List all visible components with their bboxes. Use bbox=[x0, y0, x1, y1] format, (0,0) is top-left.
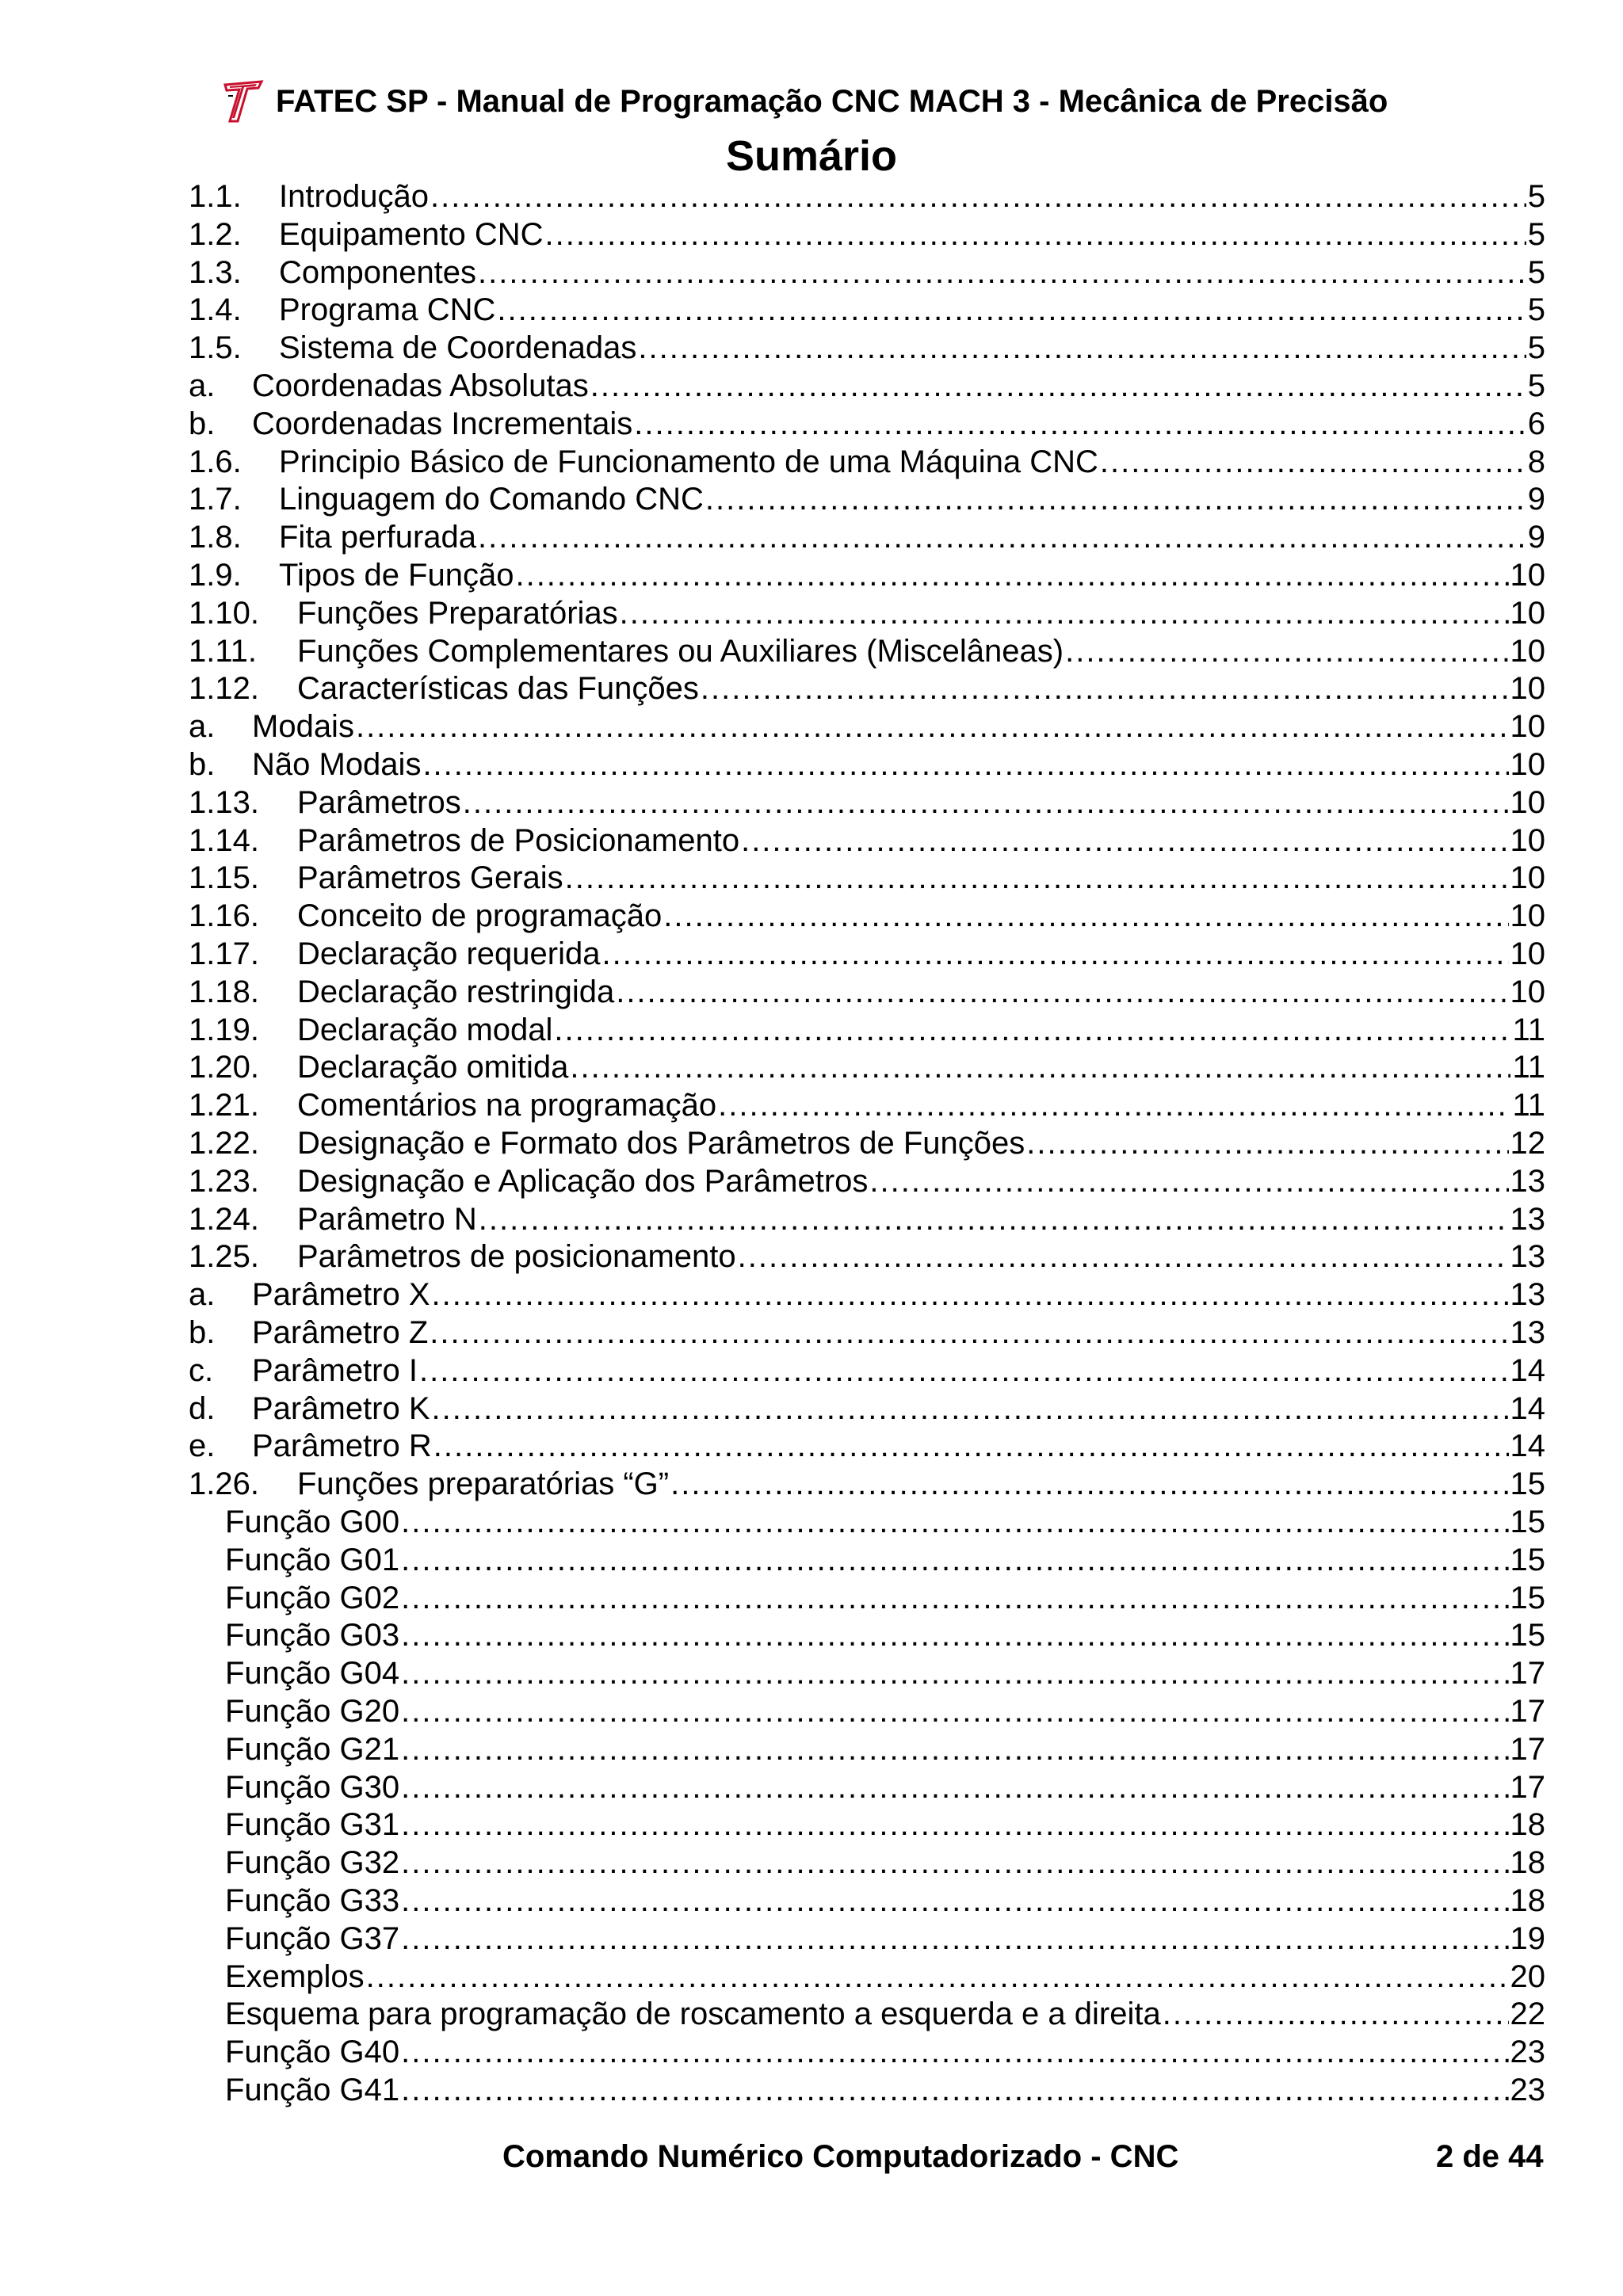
toc-dot-leader bbox=[590, 368, 1526, 404]
toc-entry-page: 10 bbox=[1510, 860, 1545, 896]
header-title: FATEC SP - Manual de Programação CNC MACH 3 - Mecânica de Precisão bbox=[276, 83, 1388, 119]
toc-entry-number: c. bbox=[189, 1352, 214, 1388]
toc-dot-leader bbox=[570, 1049, 1510, 1085]
toc-entry-page: 10 bbox=[1510, 595, 1545, 631]
toc-dot-leader bbox=[718, 1087, 1510, 1123]
toc-entry-page: 5 bbox=[1527, 254, 1545, 290]
toc-entry[interactable] bbox=[0, 1163, 1545, 1199]
toc-entry-title: Declaração restringida bbox=[297, 974, 615, 1009]
toc-entry-number: 1.23. bbox=[189, 1163, 259, 1199]
toc-entry-title: Parâmetro X bbox=[252, 1277, 430, 1313]
toc-entry-title: Designação e Aplicação dos Parâmetros bbox=[297, 1163, 869, 1199]
toc-entry[interactable] bbox=[0, 860, 1545, 896]
toc-entry[interactable] bbox=[0, 519, 1545, 555]
toc-dot-leader bbox=[401, 1769, 1508, 1806]
toc-entry-page: 5 bbox=[1527, 292, 1545, 328]
toc-dot-leader bbox=[401, 2034, 1508, 2070]
toc-dot-leader bbox=[401, 1882, 1508, 1919]
toc-entry-title: Parâmetro R bbox=[252, 1428, 432, 1464]
toc-entry-title: Função G21 bbox=[225, 1731, 400, 1767]
toc-entry-page: 17 bbox=[1510, 1656, 1545, 1691]
toc-dot-leader bbox=[1026, 1125, 1508, 1161]
toc-entry[interactable] bbox=[0, 406, 1545, 442]
toc-entry-number: 1.1. bbox=[189, 179, 242, 214]
toc-dot-leader bbox=[401, 1542, 1508, 1578]
toc-entry[interactable] bbox=[0, 1125, 1545, 1161]
toc-entry-number: 1.25. bbox=[189, 1239, 259, 1275]
toc-entry[interactable] bbox=[0, 974, 1545, 1010]
toc-dot-leader bbox=[430, 178, 1526, 215]
toc-entry[interactable] bbox=[0, 1920, 1545, 1957]
toc-dot-leader bbox=[401, 1731, 1508, 1768]
toc-dot-leader bbox=[705, 481, 1526, 517]
toc-entry-number: 1.3. bbox=[189, 254, 242, 290]
toc-entry[interactable] bbox=[0, 1352, 1545, 1389]
toc-entry-page: 10 bbox=[1510, 822, 1545, 858]
toc-dot-leader bbox=[433, 1428, 1509, 1464]
toc-entry-page: 23 bbox=[1510, 2035, 1545, 2070]
toc-entry-title: Parâmetros de posicionamento bbox=[297, 1239, 736, 1275]
toc-entry-page: 19 bbox=[1510, 1920, 1545, 1956]
toc-entry[interactable] bbox=[0, 2072, 1545, 2108]
toc-entry-title: Declaração modal bbox=[297, 1012, 553, 1047]
toc-entry-title: Parâmetros Gerais bbox=[297, 860, 563, 896]
toc-entry-number: 1.15. bbox=[189, 860, 259, 896]
toc-entry-number: b. bbox=[189, 406, 216, 441]
toc-entry-title: Função G30 bbox=[225, 1769, 400, 1805]
toc-entry-page: 14 bbox=[1510, 1352, 1545, 1388]
toc-dot-leader bbox=[430, 1314, 1508, 1351]
toc-entry-number: 1.8. bbox=[189, 520, 242, 555]
toc-entry-title: Componentes bbox=[279, 254, 477, 290]
toc-dot-leader bbox=[478, 254, 1526, 291]
toc-entry-page: 10 bbox=[1510, 936, 1545, 971]
toc-dot-leader bbox=[616, 974, 1508, 1010]
toc-dot-leader bbox=[401, 1504, 1508, 1540]
toc-entry[interactable] bbox=[0, 1580, 1545, 1616]
toc-entry-number: 1.9. bbox=[189, 558, 242, 593]
footer-text: Comando Numérico Computadorizado - CNC bbox=[502, 2139, 1179, 2174]
toc-entry-title: Função G00 bbox=[225, 1505, 400, 1539]
toc-entry-page: 20 bbox=[1510, 1958, 1545, 1994]
toc-entry[interactable] bbox=[0, 1655, 1545, 1691]
toc-entry-title: Função G04 bbox=[225, 1656, 400, 1691]
toc-entry-title: Função G41 bbox=[225, 2073, 400, 2107]
toc-entry-number: 1.17. bbox=[189, 936, 259, 971]
toc-entry-title: Designação e Formato dos Parâmetros de Funções bbox=[297, 1126, 1025, 1161]
toc-entry-title: Conceito de programação bbox=[297, 898, 663, 934]
toc-entry-page: 14 bbox=[1510, 1428, 1545, 1464]
toc-entry-title: Linguagem do Comando CNC bbox=[279, 482, 704, 517]
toc-dot-leader bbox=[356, 708, 1509, 745]
toc-entry-number: 1.11. bbox=[189, 633, 257, 669]
toc-entry-number: 1.21. bbox=[189, 1088, 259, 1123]
toc-dot-leader bbox=[1100, 444, 1526, 480]
toc-dot-leader bbox=[479, 1201, 1509, 1238]
toc-entry[interactable] bbox=[0, 1806, 1545, 1843]
toc-entry[interactable] bbox=[0, 1769, 1545, 1806]
page-header bbox=[222, 78, 1458, 125]
toc-entry-page: 5 bbox=[1527, 179, 1545, 214]
toc-entry-page: 10 bbox=[1510, 784, 1545, 820]
toc-entry-title: Não Modais bbox=[252, 747, 422, 782]
toc-entry-title: Função G37 bbox=[225, 1920, 400, 1956]
toc-entry[interactable] bbox=[0, 1958, 1545, 1995]
toc-entry-page: 23 bbox=[1510, 2073, 1545, 2107]
toc-entry-number: 1.4. bbox=[189, 292, 242, 328]
toc-entry[interactable] bbox=[0, 178, 1545, 215]
toc-entry-number: 1.18. bbox=[189, 974, 259, 1009]
toc-entry[interactable] bbox=[0, 1012, 1545, 1048]
toc-entry-page: 10 bbox=[1510, 747, 1545, 782]
toc-entry-number: 1.20. bbox=[189, 1050, 259, 1085]
toc-entry-title: Função G02 bbox=[225, 1580, 400, 1615]
toc-entry-page: 13 bbox=[1510, 1239, 1545, 1275]
fatec-logo-icon bbox=[222, 78, 265, 124]
toc-entry[interactable] bbox=[0, 481, 1545, 517]
toc-dot-leader bbox=[738, 1238, 1509, 1275]
toc-dot-leader bbox=[663, 898, 1508, 934]
toc-entry-number: 1.6. bbox=[189, 444, 242, 479]
toc-entry-page: 15 bbox=[1510, 1618, 1545, 1653]
toc-entry-title: Funções Complementares ou Auxiliares (Miscelâneas) bbox=[297, 633, 1064, 669]
toc-entry-title: Tipos de Função bbox=[279, 558, 514, 593]
toc-entry[interactable] bbox=[0, 1390, 1545, 1427]
toc-entry[interactable] bbox=[0, 1996, 1545, 2032]
toc-entry[interactable] bbox=[0, 2034, 1545, 2070]
toc-dot-leader bbox=[463, 784, 1509, 821]
toc-entry-page: 14 bbox=[1510, 1390, 1545, 1426]
toc-entry-number: b. bbox=[189, 1315, 216, 1350]
toc-entry-number: d. bbox=[189, 1390, 216, 1426]
toc-entry-number: 1.10. bbox=[189, 595, 259, 631]
toc-entry-number: 1.2. bbox=[189, 216, 242, 252]
toc-entry-title: Função G32 bbox=[225, 1845, 400, 1881]
toc-entry-page: 17 bbox=[1510, 1731, 1545, 1767]
toc-dot-leader bbox=[515, 557, 1508, 593]
toc-entry-page: 5 bbox=[1527, 330, 1545, 366]
toc-dot-leader bbox=[419, 1352, 1509, 1389]
toc-entry-title: Coordenadas Absolutas bbox=[252, 368, 589, 403]
toc-entry-number: 1.22. bbox=[189, 1126, 259, 1161]
toc-dot-leader bbox=[634, 406, 1526, 442]
toc-entry-number: e. bbox=[189, 1428, 216, 1464]
footer-page-number: 2 de 44 bbox=[1436, 2139, 1544, 2174]
toc-entry-title: Declaração omitida bbox=[297, 1050, 569, 1085]
toc-entry-number: b. bbox=[189, 747, 216, 782]
toc-entry-page: 18 bbox=[1510, 1807, 1545, 1843]
toc-entry[interactable] bbox=[0, 784, 1545, 821]
toc-entry[interactable] bbox=[0, 444, 1545, 480]
toc-entry-page: 15 bbox=[1510, 1580, 1545, 1615]
toc-entry-page: 11 bbox=[1512, 1088, 1545, 1123]
toc-dot-leader bbox=[401, 1806, 1508, 1843]
toc-entry[interactable] bbox=[0, 746, 1545, 783]
toc-entry-title: Declaração requerida bbox=[297, 936, 601, 971]
toc-dot-leader bbox=[401, 1617, 1508, 1653]
toc-entry[interactable] bbox=[0, 330, 1545, 366]
toc-dot-leader bbox=[670, 1466, 1508, 1502]
toc-entry-page: 15 bbox=[1510, 1466, 1545, 1502]
toc-dot-leader bbox=[497, 292, 1526, 328]
toc-entry-page: 10 bbox=[1510, 558, 1545, 593]
toc-entry[interactable] bbox=[0, 1693, 1545, 1730]
toc-entry[interactable] bbox=[0, 557, 1545, 593]
toc-entry-page: 9 bbox=[1527, 520, 1545, 555]
toc-dot-leader bbox=[701, 670, 1509, 707]
toc-dot-leader bbox=[422, 746, 1508, 783]
toc-entry-page: 22 bbox=[1510, 1997, 1545, 2032]
toc-entry-number: a. bbox=[189, 709, 216, 745]
toc-entry[interactable] bbox=[0, 936, 1545, 972]
toc-entry[interactable] bbox=[0, 822, 1545, 859]
toc-dot-leader bbox=[545, 216, 1526, 253]
toc-entry-page: 10 bbox=[1510, 671, 1545, 707]
toc-dot-leader bbox=[620, 595, 1509, 631]
toc-entry[interactable] bbox=[0, 898, 1545, 934]
toc-entry-page: 11 bbox=[1512, 1012, 1545, 1047]
toc-entry-title: Função G31 bbox=[225, 1807, 400, 1843]
toc-dot-leader bbox=[401, 1844, 1508, 1881]
toc-entry-title: Comentários na programação bbox=[297, 1088, 717, 1123]
toc-dot-leader bbox=[401, 1580, 1508, 1616]
toc-entry[interactable] bbox=[0, 292, 1545, 328]
toc-entry-page: 12 bbox=[1510, 1126, 1545, 1161]
toc-entry-page: 10 bbox=[1510, 709, 1545, 745]
toc-entry[interactable] bbox=[0, 1276, 1545, 1313]
toc-entry-title: Função G01 bbox=[225, 1542, 400, 1577]
toc-entry-title: Modais bbox=[252, 709, 354, 745]
toc-dot-leader bbox=[478, 519, 1526, 555]
toc-dot-leader bbox=[401, 1655, 1508, 1691]
toc-entry[interactable] bbox=[0, 1201, 1545, 1238]
toc-entry[interactable] bbox=[0, 1882, 1545, 1919]
toc-entry-number: 1.13. bbox=[189, 784, 259, 820]
toc-entry-page: 15 bbox=[1510, 1505, 1545, 1539]
toc-entry[interactable] bbox=[0, 1314, 1545, 1351]
toc-entry[interactable] bbox=[0, 670, 1545, 707]
toc-dot-leader bbox=[1065, 633, 1508, 669]
toc-entry-page: 13 bbox=[1510, 1201, 1545, 1237]
toc-entry-page: 11 bbox=[1512, 1050, 1545, 1085]
toc-entry-title: Função G40 bbox=[225, 2035, 400, 2070]
toc-dot-leader bbox=[869, 1163, 1508, 1199]
toc-entry-title: Função G20 bbox=[225, 1694, 400, 1729]
toc-entry[interactable] bbox=[0, 1428, 1545, 1464]
toc-entry-title: Parâmetro Z bbox=[252, 1315, 429, 1350]
toc-dot-leader bbox=[601, 936, 1508, 972]
toc-entry[interactable] bbox=[0, 1844, 1545, 1881]
toc-entry-number: 1.24. bbox=[189, 1201, 259, 1237]
toc-entry[interactable] bbox=[0, 1542, 1545, 1578]
page-footer bbox=[0, 2139, 1623, 2179]
toc-entry-title: Principio Básico de Funcionamento de uma Máquina CNC bbox=[279, 444, 1098, 479]
toc-dot-leader bbox=[432, 1390, 1509, 1427]
toc-entry-title: Sistema de Coordenadas bbox=[279, 330, 637, 366]
toc-entry-number: 1.12. bbox=[189, 671, 259, 707]
toc-entry[interactable] bbox=[0, 633, 1545, 669]
toc-entry-title: Função G03 bbox=[225, 1618, 400, 1653]
toc-entry-title: Parâmetros de Posicionamento bbox=[297, 822, 740, 858]
toc-entry-page: 6 bbox=[1527, 406, 1545, 441]
toc-entry[interactable] bbox=[0, 254, 1545, 291]
toc-entry-number: a. bbox=[189, 1277, 216, 1313]
toc-entry[interactable] bbox=[0, 1049, 1545, 1085]
toc-entry-number: 1.19. bbox=[189, 1012, 259, 1047]
toc-entry[interactable] bbox=[0, 1504, 1545, 1540]
toc-entry-page: 18 bbox=[1510, 1845, 1545, 1881]
toc-entry-number: 1.5. bbox=[189, 330, 242, 366]
toc-entry-number: 1.26. bbox=[189, 1466, 259, 1502]
page-title: Sumário bbox=[725, 132, 898, 180]
toc-entry[interactable] bbox=[0, 368, 1545, 404]
toc-entry-page: 13 bbox=[1510, 1163, 1545, 1199]
toc-dot-leader bbox=[741, 822, 1508, 859]
toc-entry[interactable] bbox=[0, 1731, 1545, 1768]
toc-entry-number: 1.7. bbox=[189, 482, 242, 517]
toc-entry-title: Parâmetros bbox=[297, 784, 461, 820]
toc-dot-leader bbox=[1163, 1996, 1509, 2032]
toc-entry-page: 13 bbox=[1510, 1315, 1545, 1350]
toc-entry-number: 1.16. bbox=[189, 898, 259, 934]
toc-entry-title: Fita perfurada bbox=[279, 520, 477, 555]
toc-entry[interactable] bbox=[0, 595, 1545, 631]
toc-entry-page: 17 bbox=[1510, 1694, 1545, 1729]
toc-entry-title: Parâmetro I bbox=[252, 1352, 418, 1388]
toc-entry-title: Características das Funções bbox=[297, 671, 699, 707]
toc-entry[interactable] bbox=[0, 708, 1545, 745]
toc-entry[interactable] bbox=[0, 216, 1545, 253]
toc-entry-title: Programa CNC bbox=[279, 292, 496, 328]
toc-entry-page: 10 bbox=[1510, 633, 1545, 669]
toc-entry-page: 18 bbox=[1510, 1883, 1545, 1918]
toc-dot-leader bbox=[366, 1958, 1509, 1995]
toc-entry-page: 10 bbox=[1510, 898, 1545, 934]
toc-entry-title: Esquema para programação de roscamento a esquerda e a direita bbox=[225, 1997, 1161, 2032]
toc-entry-page: 9 bbox=[1527, 482, 1545, 517]
toc-dot-leader bbox=[401, 1920, 1508, 1957]
toc-entry-title: Equipamento CNC bbox=[279, 216, 544, 252]
toc-entry-page: 17 bbox=[1510, 1769, 1545, 1805]
toc-entry-title: Funções preparatórias “G” bbox=[297, 1466, 670, 1502]
toc-entry[interactable] bbox=[0, 1238, 1545, 1275]
toc-dot-leader bbox=[401, 1693, 1508, 1730]
toc-entry-title: Coordenadas Incrementais bbox=[252, 406, 633, 441]
toc-entry-page: 8 bbox=[1527, 444, 1545, 479]
toc-entry-page: 15 bbox=[1510, 1542, 1545, 1577]
toc-entry-number: 1.14. bbox=[189, 822, 259, 858]
toc-dot-leader bbox=[432, 1276, 1509, 1313]
toc-dot-leader bbox=[554, 1012, 1510, 1048]
toc-entry-page: 13 bbox=[1510, 1277, 1545, 1313]
toc-entry-title: Parâmetro N bbox=[297, 1201, 477, 1237]
toc-entry-page: 5 bbox=[1527, 368, 1545, 403]
toc-dot-leader bbox=[565, 860, 1509, 896]
toc-entry[interactable] bbox=[0, 1617, 1545, 1653]
toc-entry-title: Exemplos bbox=[225, 1958, 365, 1994]
toc-entry-number: a. bbox=[189, 368, 216, 403]
toc-entry[interactable] bbox=[0, 1466, 1545, 1502]
toc-entry-title: Parâmetro K bbox=[252, 1390, 430, 1426]
toc-entry-title: Introdução bbox=[279, 179, 430, 214]
toc-entry-page: 10 bbox=[1510, 974, 1545, 1009]
toc-dot-leader bbox=[638, 330, 1526, 366]
toc-dot-leader bbox=[401, 2072, 1508, 2108]
toc-entry-page: 5 bbox=[1527, 216, 1545, 252]
toc-entry[interactable] bbox=[0, 1087, 1545, 1123]
toc-entry-title: Funções Preparatórias bbox=[297, 595, 618, 631]
toc-entry-title: Função G33 bbox=[225, 1883, 400, 1918]
